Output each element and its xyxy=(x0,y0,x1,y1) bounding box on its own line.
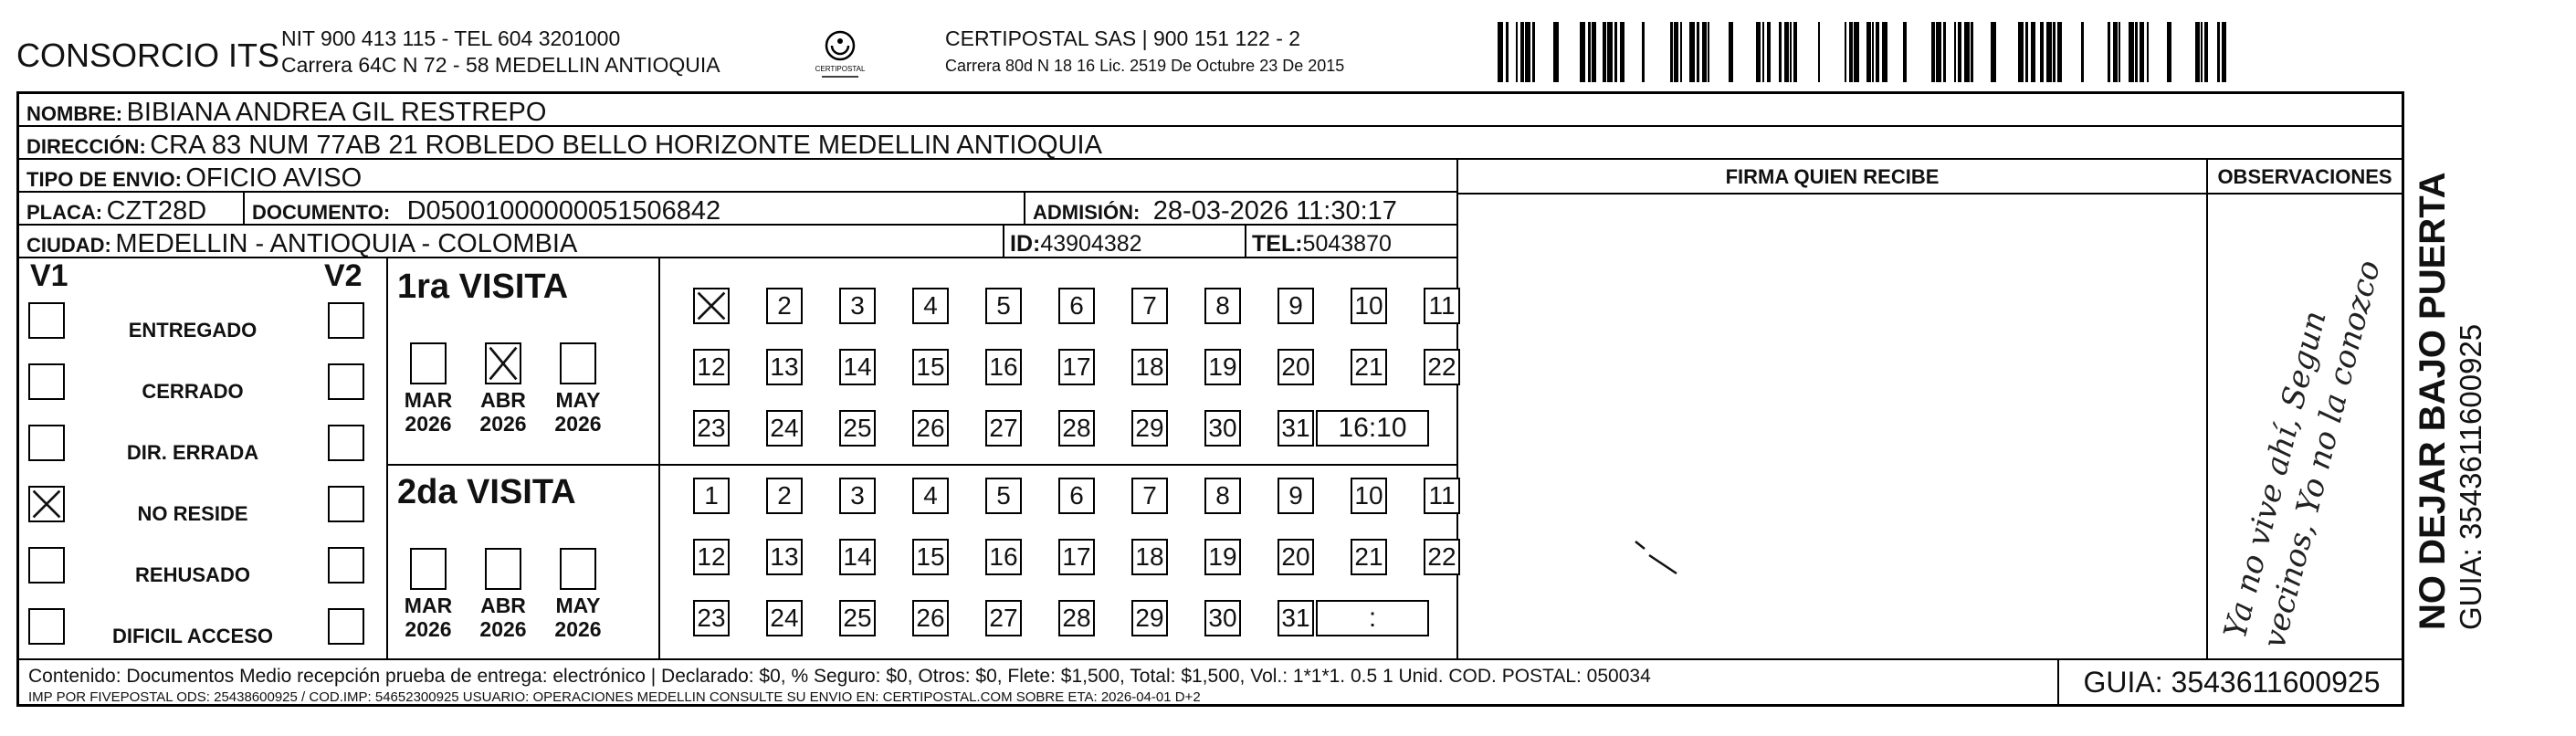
nit-line: NIT 900 413 115 - TEL 604 3201000 xyxy=(281,26,621,50)
status-label: ENTREGADO xyxy=(128,319,258,342)
day-box[interactable]: 1 xyxy=(693,478,730,514)
day-box[interactable]: 16 xyxy=(985,349,1022,385)
day-box[interactable]: 30 xyxy=(1204,600,1241,636)
company-name: CONSORCIO ITS xyxy=(16,37,280,74)
certipostal-seal-icon xyxy=(813,27,867,84)
id-label: ID: xyxy=(1010,231,1041,257)
carrier-info xyxy=(945,25,1344,79)
carrier-line: CERTIPOSTAL SAS | 900 151 122 - 2 xyxy=(945,26,1301,50)
documento: D05001000000051506842 xyxy=(406,196,721,226)
row-nombre xyxy=(19,94,2402,127)
delivery-form xyxy=(16,91,2404,707)
day-box[interactable]: 4 xyxy=(912,478,949,514)
day-box[interactable]: 9 xyxy=(1277,288,1314,324)
day-box[interactable]: 10 xyxy=(1351,478,1387,514)
day-box[interactable]: 6 xyxy=(1058,288,1095,324)
day-box[interactable]: 26 xyxy=(912,410,949,447)
day-box[interactable]: 23 xyxy=(693,410,730,447)
status-label: REHUSADO xyxy=(135,563,250,586)
month-label: ABR 2026 xyxy=(479,594,527,641)
company-address: Carrera 64C N 72 - 58 MEDELLIN ANTIOQUIA xyxy=(281,53,720,77)
day-box[interactable]: 30 xyxy=(1204,410,1241,447)
v1-checkbox[interactable] xyxy=(28,608,65,645)
placa-label: PLACA: xyxy=(26,201,103,224)
seal-caption: CERTIPOSTAL xyxy=(815,65,866,73)
day-box[interactable]: 5 xyxy=(985,288,1022,324)
recipient-id: 43904382 xyxy=(1040,231,1142,257)
day-box[interactable]: 6 xyxy=(1058,478,1095,514)
day-box[interactable]: 4 xyxy=(912,288,949,324)
v1-checkbox[interactable] xyxy=(28,363,65,400)
observaciones-header: OBSERVACIONES xyxy=(2217,165,2392,188)
company-info xyxy=(281,26,720,79)
day-box[interactable]: 19 xyxy=(1204,539,1241,575)
day-box[interactable]: 26 xyxy=(912,600,949,636)
day-box[interactable]: 2 xyxy=(766,288,803,324)
ciudad-label: CIUDAD: xyxy=(26,234,111,257)
nombre-label: NOMBRE: xyxy=(26,102,123,125)
barcode xyxy=(1498,22,2228,82)
v2-checkbox[interactable] xyxy=(328,547,364,584)
day-box[interactable]: 18 xyxy=(1131,539,1168,575)
v2-checkbox[interactable] xyxy=(328,486,364,522)
v2-label: V2 xyxy=(324,258,363,293)
day-box[interactable]: 8 xyxy=(1204,478,1241,514)
status-label: DIFICIL ACCESO xyxy=(111,625,273,647)
day-box[interactable]: 27 xyxy=(985,600,1022,636)
v1-checkbox[interactable] xyxy=(28,547,65,584)
day-box[interactable]: 28 xyxy=(1058,600,1095,636)
day-box[interactable]: 25 xyxy=(839,410,876,447)
day-box[interactable]: 17 xyxy=(1058,349,1095,385)
day-box[interactable]: 17 xyxy=(1058,539,1095,575)
day-box[interactable]: 20 xyxy=(1277,539,1314,575)
v2-checkbox[interactable] xyxy=(328,608,364,645)
recipient-tel: 5043870 xyxy=(1302,231,1392,257)
row-direccion xyxy=(19,127,2402,160)
footer-imp: IMP POR FIVEPOSTAL ODS: 25438600925 / COD.IMP: 54652300925 USUARIO: OPERACIONES MEDELLIN CONSULTE SU ENVIO EN: CERTIPOSTAL.COM SOBRE ETA: 2026-04-01 D+2 xyxy=(28,689,1201,705)
month-checkbox[interactable] xyxy=(560,548,596,590)
visit1-title: 1ra VISITA xyxy=(397,268,569,306)
day-box[interactable]: 27 xyxy=(985,410,1022,447)
side-guia: GUIA: 3543611600925 xyxy=(2454,323,2487,630)
day-box[interactable]: 16 xyxy=(985,539,1022,575)
footer-guia: GUIA: 3543611600925 xyxy=(2057,658,2404,707)
day-box[interactable]: 24 xyxy=(766,600,803,636)
observation-handwriting: Ya no vive ahí, Segun vecinos, Yo no la conozco xyxy=(2216,257,2388,652)
admision-label: ADMISIÓN: xyxy=(1033,201,1141,224)
month-label: MAY 2026 xyxy=(554,388,602,436)
month-checkbox[interactable] xyxy=(410,548,447,590)
day-box[interactable]: 3 xyxy=(839,288,876,324)
day-box[interactable]: 15 xyxy=(912,539,949,575)
row-placa xyxy=(19,193,1456,226)
status-label: NO RESIDE xyxy=(137,502,248,525)
day-box[interactable]: 22 xyxy=(1424,539,1460,575)
day-box[interactable]: 14 xyxy=(839,349,876,385)
visit2-title: 2da VISITA xyxy=(397,473,576,511)
signature-area xyxy=(1626,532,1699,587)
day-box[interactable]: 11 xyxy=(1424,478,1460,514)
day-box[interactable]: 21 xyxy=(1351,539,1387,575)
tipo-envio: OFICIO AVISO xyxy=(185,163,363,193)
day-box[interactable]: 12 xyxy=(693,539,730,575)
tel-label: TEL: xyxy=(1252,231,1303,257)
documento-label: DOCUMENTO: xyxy=(252,201,391,224)
day-box[interactable]: 18 xyxy=(1131,349,1168,385)
recipient-name: BIBIANA ANDREA GIL RESTREPO xyxy=(126,98,547,127)
month-checkbox[interactable] xyxy=(485,342,521,384)
day-box[interactable]: 29 xyxy=(1131,410,1168,447)
day-box[interactable]: 23 xyxy=(693,600,730,636)
day-box[interactable]: 31 xyxy=(1277,410,1314,447)
v2-checkbox[interactable] xyxy=(328,302,364,339)
day-box[interactable]: 10 xyxy=(1351,288,1387,324)
day-box[interactable]: 12 xyxy=(693,349,730,385)
day-box[interactable]: 5 xyxy=(985,478,1022,514)
day-box[interactable]: 9 xyxy=(1277,478,1314,514)
day-box[interactable]: 24 xyxy=(766,410,803,447)
side-panel xyxy=(2413,172,2488,630)
v1-checkbox[interactable] xyxy=(28,425,65,461)
v1-checkbox[interactable] xyxy=(28,486,65,522)
placa: CZT28D xyxy=(106,196,207,226)
day-box[interactable]: 14 xyxy=(839,539,876,575)
month-checkbox[interactable] xyxy=(485,548,521,590)
day-box[interactable]: 22 xyxy=(1424,349,1460,385)
direccion-label: DIRECCIÓN: xyxy=(26,135,146,158)
ciudad: MEDELLIN - ANTIOQUIA - COLOMBIA xyxy=(115,229,578,258)
day-box[interactable]: 20 xyxy=(1277,349,1314,385)
carrier-address: Carrera 80d N 18 16 Lic. 2519 De Octubre 23 De 2015 xyxy=(945,57,1345,75)
v1-label: V1 xyxy=(30,258,68,293)
month-checkbox[interactable] xyxy=(410,342,447,384)
footer-contenido: Contenido: Documentos Medio recepción prueba de entrega: electrónico | Declarado: $0, % Seguro: $0, Otros: $0, Flete: $1,500, Total: $1,500, Vol.: 1*1*1. 0.5 1 Unid. COD. POSTAL: 050034 xyxy=(28,666,1651,687)
day-box[interactable] xyxy=(693,288,730,324)
month-label: ABR 2026 xyxy=(479,388,527,436)
day-box[interactable]: 3 xyxy=(839,478,876,514)
firma-header: FIRMA QUIEN RECIBE xyxy=(1725,165,1940,188)
status-label: DIR. ERRADA xyxy=(126,441,259,464)
recipient-address: CRA 83 NUM 77AB 21 ROBLEDO BELLO HORIZONTE MEDELLIN ANTIOQUIA xyxy=(150,131,1102,160)
admision: 28-03-2026 11:30:17 xyxy=(1152,196,1397,226)
time-box[interactable]: : xyxy=(1316,600,1429,636)
day-box[interactable]: 31 xyxy=(1277,600,1314,636)
day-box[interactable]: 21 xyxy=(1351,349,1387,385)
header xyxy=(0,0,2429,96)
month-label: MAY 2026 xyxy=(554,594,602,641)
day-box[interactable]: 11 xyxy=(1424,288,1460,324)
month-label: MAR 2026 xyxy=(404,388,453,436)
tipo-label: TIPO DE ENVIO: xyxy=(26,168,182,191)
month-checkbox[interactable] xyxy=(560,342,596,384)
v2-checkbox[interactable] xyxy=(328,425,364,461)
day-box[interactable]: 13 xyxy=(766,539,803,575)
day-box[interactable]: 7 xyxy=(1131,288,1168,324)
day-box[interactable]: 15 xyxy=(912,349,949,385)
day-box[interactable]: 29 xyxy=(1131,600,1168,636)
day-box[interactable]: 13 xyxy=(766,349,803,385)
day-box[interactable]: 28 xyxy=(1058,410,1095,447)
day-box[interactable]: 2 xyxy=(766,478,803,514)
day-box[interactable]: 8 xyxy=(1204,288,1241,324)
time-box[interactable]: 16:10 xyxy=(1316,410,1429,447)
day-box[interactable]: 19 xyxy=(1204,349,1241,385)
day-box[interactable]: 25 xyxy=(839,600,876,636)
row-ciudad xyxy=(19,226,1456,258)
side-title: NO DEJAR BAJO PUERTA xyxy=(2413,172,2453,630)
day-box[interactable]: 7 xyxy=(1131,478,1168,514)
month-label: MAR 2026 xyxy=(404,594,453,641)
status-label: CERRADO xyxy=(142,380,244,403)
row-tipo xyxy=(19,160,1456,193)
v2-checkbox[interactable] xyxy=(328,363,364,400)
v1-checkbox[interactable] xyxy=(28,302,65,339)
